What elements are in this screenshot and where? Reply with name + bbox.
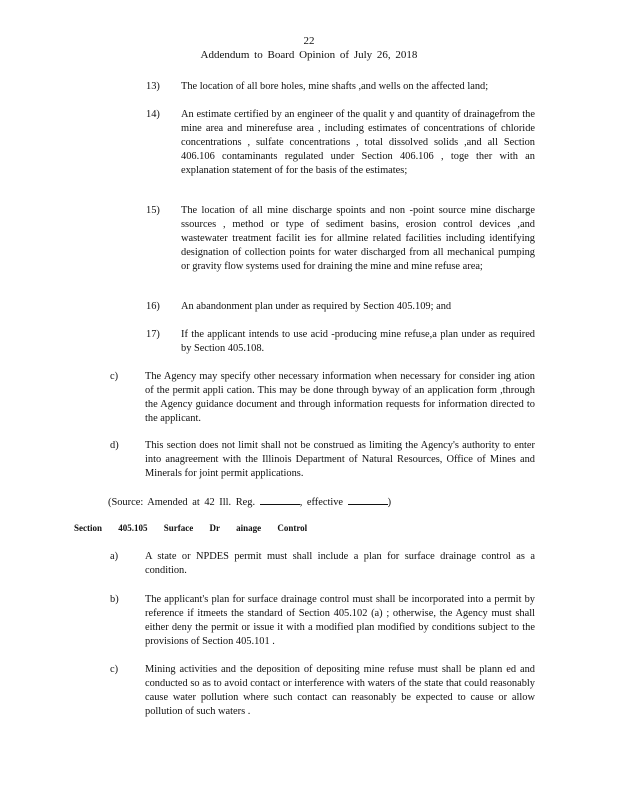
source-middle: , effective: [299, 497, 344, 508]
item-letter: d): [110, 440, 119, 451]
list-item: The location of all bore holes, mine shafts ,and wells on the affected land;: [181, 81, 489, 92]
list-item: This section does not limit shall not be construed as limiting the Agency's authority to enter into anagreement with the Illinois Department of Natural Resources, Office of Mines and Minerals for joint permit applications.: [145, 440, 535, 479]
item-letter: c): [110, 664, 119, 675]
item-number: 14): [146, 109, 160, 120]
item-number: 13): [146, 81, 160, 92]
blank-line: [260, 494, 300, 505]
list-item: The location of all mine discharge spoints and non -point source mine discharge ssources , method or type of sediment basins, erosion control devices ,and wastewater treatment facilit ies for allmine related facilities including identifying designation of collection points for water discharged from all mechanical pumping or gravity flow systems used for draining the mine and mine refuse area;: [181, 205, 535, 272]
item-number: 17): [146, 329, 160, 340]
section-heading: Section 405.105 Surface Dr ainage Control: [74, 523, 308, 533]
page-number: 22: [303, 35, 315, 47]
list-item: If the applicant intends to use acid -producing mine refuse,a plan under as required by Section 405.108.: [181, 329, 535, 354]
list-item: The Agency may specify other necessary information when necessary for consider ing ation of the permit appli cation. This may be done through byway of an application form ,through the Agency guidance document and through information requests for information directed to the applicant.: [145, 371, 535, 424]
item-letter: c): [110, 371, 119, 382]
list-item: A state or NPDES permit must shall include a plan for surface drainage control as a condition.: [145, 551, 535, 576]
item-number: 16): [146, 301, 160, 312]
blank-line: [348, 494, 388, 505]
item-number: 15): [146, 205, 160, 216]
list-item: Mining activities and the deposition of depositing mine refuse must shall be plann ed and conducted so as to avoid contact or interference with waters of the state that could reasonably cause water pollution where such contact can reasonably be expected to cause or allow pollution of such waters .: [145, 664, 535, 717]
item-letter: b): [110, 594, 119, 605]
source-line: [108, 494, 391, 510]
source-prefix: (Source: Amended at 42 Ill. Reg.: [108, 497, 256, 508]
source-suffix: ): [387, 497, 392, 508]
list-item: The applicant's plan for surface drainage control must shall be incorporated into a permit by reference if itmeets the standard of Section 405.102 (a) ; otherwise, the Agency must shall either deny the permit or issue it with a modified plan modified by conditions subject to the provisions of Section 405.101 .: [145, 594, 535, 647]
list-item: An estimate certified by an engineer of the qualit y and quantity of drainagefrom the mine area and minerefuse area , including estimates of concentrations of chloride concentrations , sulfate concentrations , total dissolved solids ,and all Section 406.106 contaminants regulated under Section 406.106 , toge ther with an explanation statement of for the basis of the estimates;: [181, 109, 535, 176]
item-letter: a): [110, 551, 119, 562]
list-item: An abandonment plan under as required by Section 405.109; and: [181, 301, 452, 312]
page-header: Addendum to Board Opinion of July 26, 2018: [200, 49, 418, 61]
